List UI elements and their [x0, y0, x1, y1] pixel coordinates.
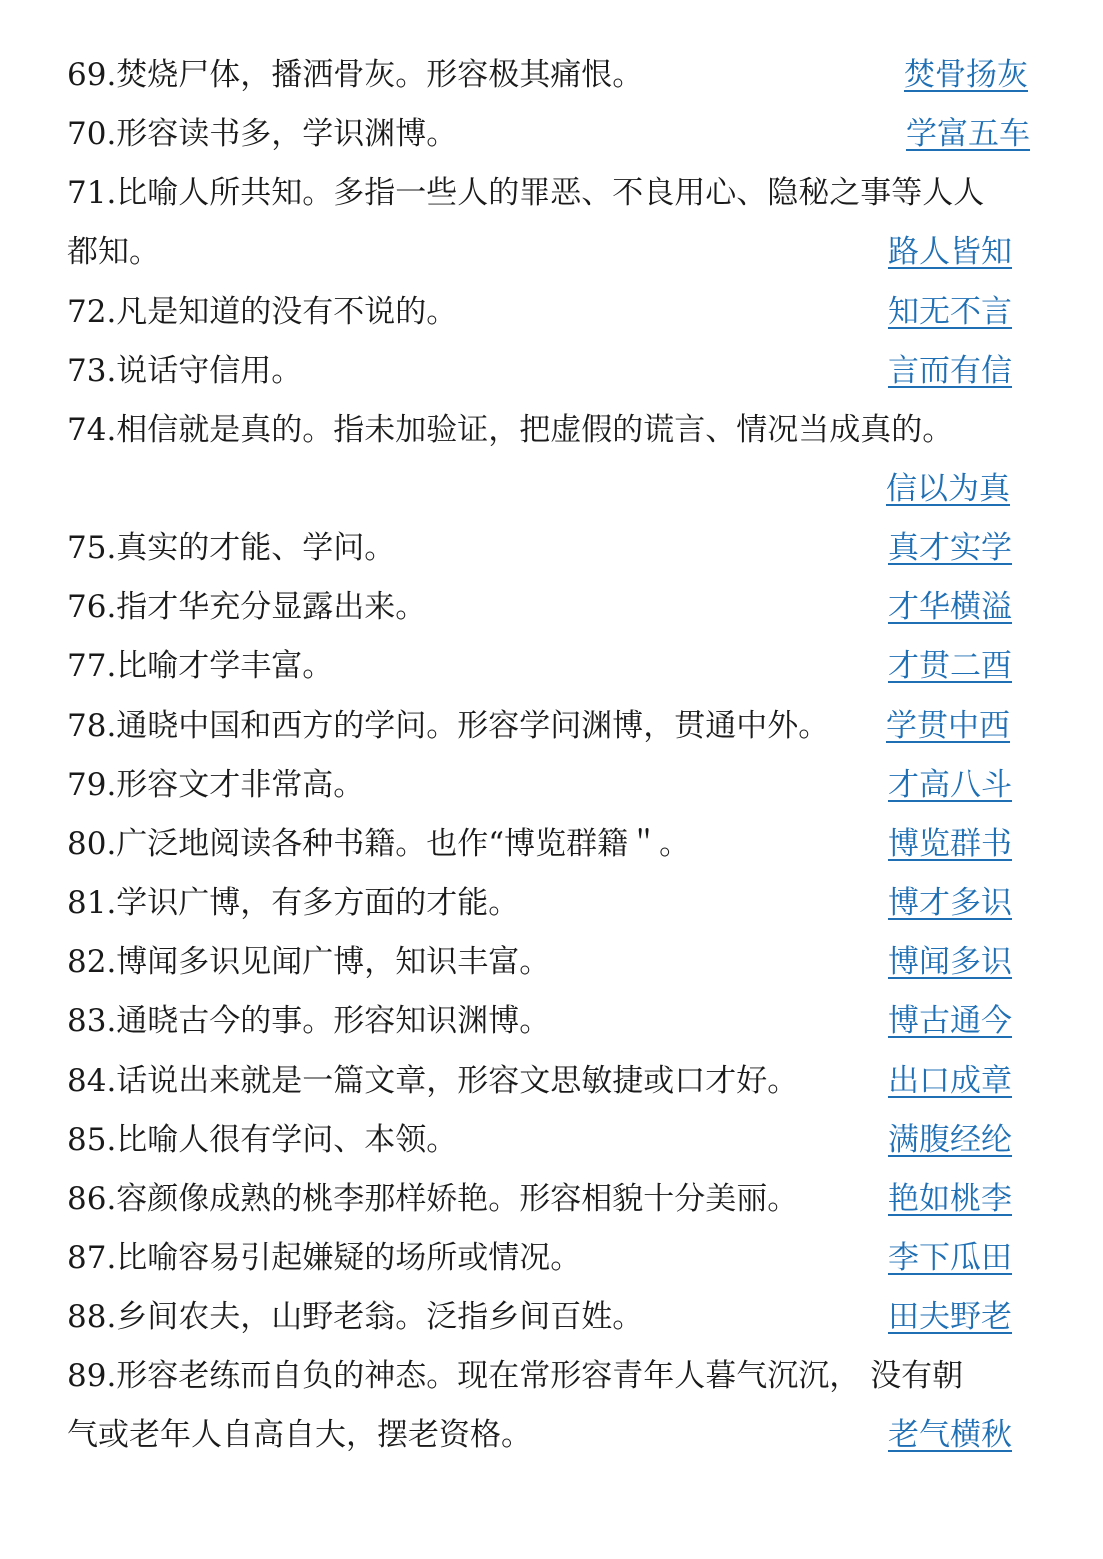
question-71: 71.比喻人所共知。多指一些人的罪恶、不良用心、隐秘之事等人人: [67, 175, 985, 211]
question-80: 80.广泛地阅读各种书籍。也作“博览群籍＂。: [67, 826, 691, 862]
question-71-cont: 都知。: [67, 234, 160, 270]
answer-77[interactable]: 才贯二酉: [888, 648, 1012, 684]
answer-78[interactable]: 学贯中西: [886, 708, 1010, 744]
answer-86[interactable]: 艳如桃李: [888, 1181, 1012, 1217]
question-69: 69.焚烧尸体，播洒骨灰。形容极其痛恨。: [67, 57, 644, 93]
question-89: 89.形容老练而自负的神态。现在常形容青年人暮气沉沉， 没有朝: [67, 1358, 964, 1394]
answer-89[interactable]: 老气横秋: [888, 1417, 1012, 1453]
question-76: 76.指才华充分显露出来。: [67, 589, 427, 625]
answer-85[interactable]: 满腹经纶: [888, 1122, 1012, 1158]
answer-82[interactable]: 博闻多识: [888, 944, 1012, 980]
question-86: 86.容颜像成熟的桃李那样娇艳。形容相貌十分美丽。: [67, 1181, 799, 1217]
question-87: 87.比喻容易引起嫌疑的场所或情况。: [67, 1240, 582, 1276]
answer-74[interactable]: 信以为真: [886, 471, 1010, 507]
question-72: 72.凡是知道的没有不说的。: [67, 294, 458, 330]
answer-83[interactable]: 博古通今: [888, 1003, 1012, 1039]
answer-80[interactable]: 博览群书: [888, 826, 1012, 862]
question-78: 78.通晓中国和西方的学问。形容学问渊博，贯通中外。: [67, 708, 830, 744]
question-85: 85.比喻人很有学问、本领。: [67, 1122, 458, 1158]
answer-71[interactable]: 路人皆知: [888, 234, 1012, 270]
answer-79[interactable]: 才高八斗: [888, 767, 1012, 803]
answer-69[interactable]: 焚骨扬灰: [904, 57, 1028, 93]
answer-84[interactable]: 出口成章: [888, 1063, 1012, 1099]
answer-72[interactable]: 知无不言: [888, 294, 1012, 330]
answer-76[interactable]: 才华横溢: [888, 589, 1012, 625]
question-74: 74.相信就是真的。指未加验证，把虚假的谎言、情况当成真的。: [67, 412, 954, 448]
answer-88[interactable]: 田夫野老: [888, 1299, 1012, 1335]
question-88: 88.乡间农夫，山野老翁。泛指乡间百姓。: [67, 1299, 644, 1335]
question-77: 77.比喻才学丰富。: [67, 648, 334, 684]
question-89-cont: 气或老年人自高自大，摆老资格。: [67, 1417, 532, 1453]
answer-81[interactable]: 博才多识: [888, 885, 1012, 921]
question-81: 81.学识广博，有多方面的才能。: [67, 885, 520, 921]
question-73: 73.说话守信用。: [67, 353, 303, 389]
question-82: 82.博闻多识见闻广博，知识丰富。: [67, 944, 551, 980]
question-84: 84.话说出来就是一篇文章，形容文思敏捷或口才好。: [67, 1063, 799, 1099]
question-79: 79.形容文才非常高。: [67, 767, 365, 803]
question-70: 70.形容读书多，学识渊博。: [67, 116, 458, 152]
question-75: 75.真实的才能、学问。: [67, 530, 396, 566]
answer-70[interactable]: 学富五车: [906, 116, 1030, 152]
answer-87[interactable]: 李下瓜田: [888, 1240, 1012, 1276]
answer-75[interactable]: 真才实学: [888, 530, 1012, 566]
answer-73[interactable]: 言而有信: [888, 353, 1012, 389]
question-83: 83.通晓古今的事。形容知识渊博。: [67, 1003, 551, 1039]
